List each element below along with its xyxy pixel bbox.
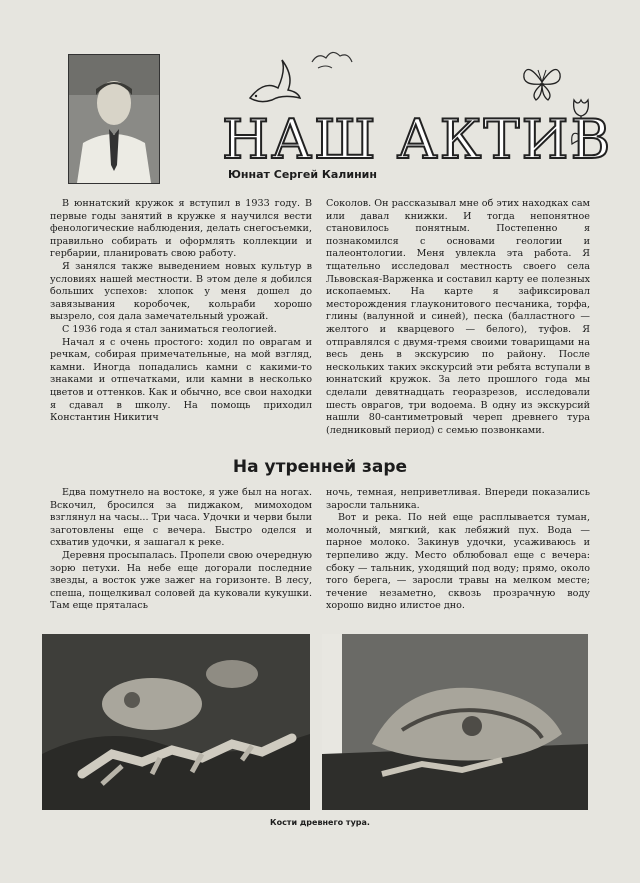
paragraph: С 1936 года я стал заниматься геологией.	[62, 323, 277, 335]
author-byline: Юннат Сергей Калинин	[228, 168, 377, 181]
portrait-photo	[68, 54, 160, 184]
fossil-photo-right	[322, 634, 588, 810]
butterfly-icon	[520, 60, 564, 104]
paragraph: Вот и река. По ней еще расплывается туман, молочный, мягкий, как лебяжий пух. Вода — парное молоко. Закинув удочки, усаживаюсь и терпеливо жду. Место облюбовал еще с вечера: сбоку — тальник, уходящий под воду; прямо, около того берега, — заросли травы на мелком месте; течение незаметно, сквозь прозрачную воду хорошо видно илистое дно.	[326, 512, 590, 612]
story-column-right	[326, 487, 590, 613]
story-column-left	[50, 487, 312, 613]
article-column-right	[326, 198, 590, 437]
paragraph: Едва помутнело на востоке, я уже был на ногах. Вскочил, бросился за пиджаком, мимоходом взглянул на часы... Три часа. Удочки и черви были заготовлены еще с вечера. Быстро оделся и схватив удочки, я зашагал к реке.	[50, 487, 312, 549]
paragraph: В юннатский кружок я вступил в 1933 году. В первые годы занятий в кружке я научился вести фенологические наблюдения, делать снегосъемки, правильно собирать и оформлять коллекции и гербарии, планировать свою работу.	[50, 198, 312, 260]
article-column-left	[50, 198, 312, 425]
bird-icon	[242, 58, 302, 108]
story-heading: На утренней заре	[232, 457, 408, 477]
paragraph: Деревня просыпалась. Пропели свою очередную зорю петухи. На небе еще догорали последние звезды, а восток уже зажег на горизонте. В лесу, спеша, пощелкивал соловей да куковали кукушки. Там еще пряталась	[50, 549, 312, 612]
clouds-icon	[308, 44, 360, 72]
fossil-photo-left	[42, 634, 310, 810]
paragraph: ночь, темная, неприветливая. Впереди показались заросли тальника.	[326, 487, 590, 511]
paragraph: Начал я с очень простого: ходил по оврагам и речкам, собирая примечательные, на мой взгляд, камни. Иногда попадались камни с какими-то знаками и отпечатками, или камни в несколько цветов и оттенков. Как и обычно, все свои находки я сдавал в школу. На помощь приходил Константин Никитич	[50, 336, 312, 424]
page-title: НАШ АКТИВ	[222, 108, 613, 171]
paragraph: Я занялся также выведением новых культур в условиях нашей местности. В этом деле я добился больших успехов: хлопок у меня дошел до завязывания коробочек, кольраби хорошо вызрело, соя дала замечательный урожай.	[50, 260, 312, 323]
figure-caption: Кости древнего тура.	[270, 818, 370, 827]
paragraph: Соколов. Он рассказывал мне об этих находках сам или давал книжки. И тогда непонятное становилось понятным. Постепенно я познакомился с основами геологии и палеонтологии. Меня увлекла эта работа. Я тщательно исследовал местность своего села Львовская-Варженка и составил карту ее полезных ископаемых. На карте я зафиксировал месторождения глауконитового песчаника, торфа, глины (валунной и синей), песка (балластного — желтого и кварцевого — белого), туфов. Я отправлялся с двумя-тремя своими товарищами на весь день в экскурсию по району. После нескольких таких экскурсий эти ребята вступали в юннатский кружок. За лето прошлого года мы сделали девятнадцать георазрезов, исследовали шесть оврагов, три водоема. В одну из экскурсий нашли 80-сантиметровый череп древнего тура (ледниковый период) с семью позвонками.	[326, 198, 590, 436]
